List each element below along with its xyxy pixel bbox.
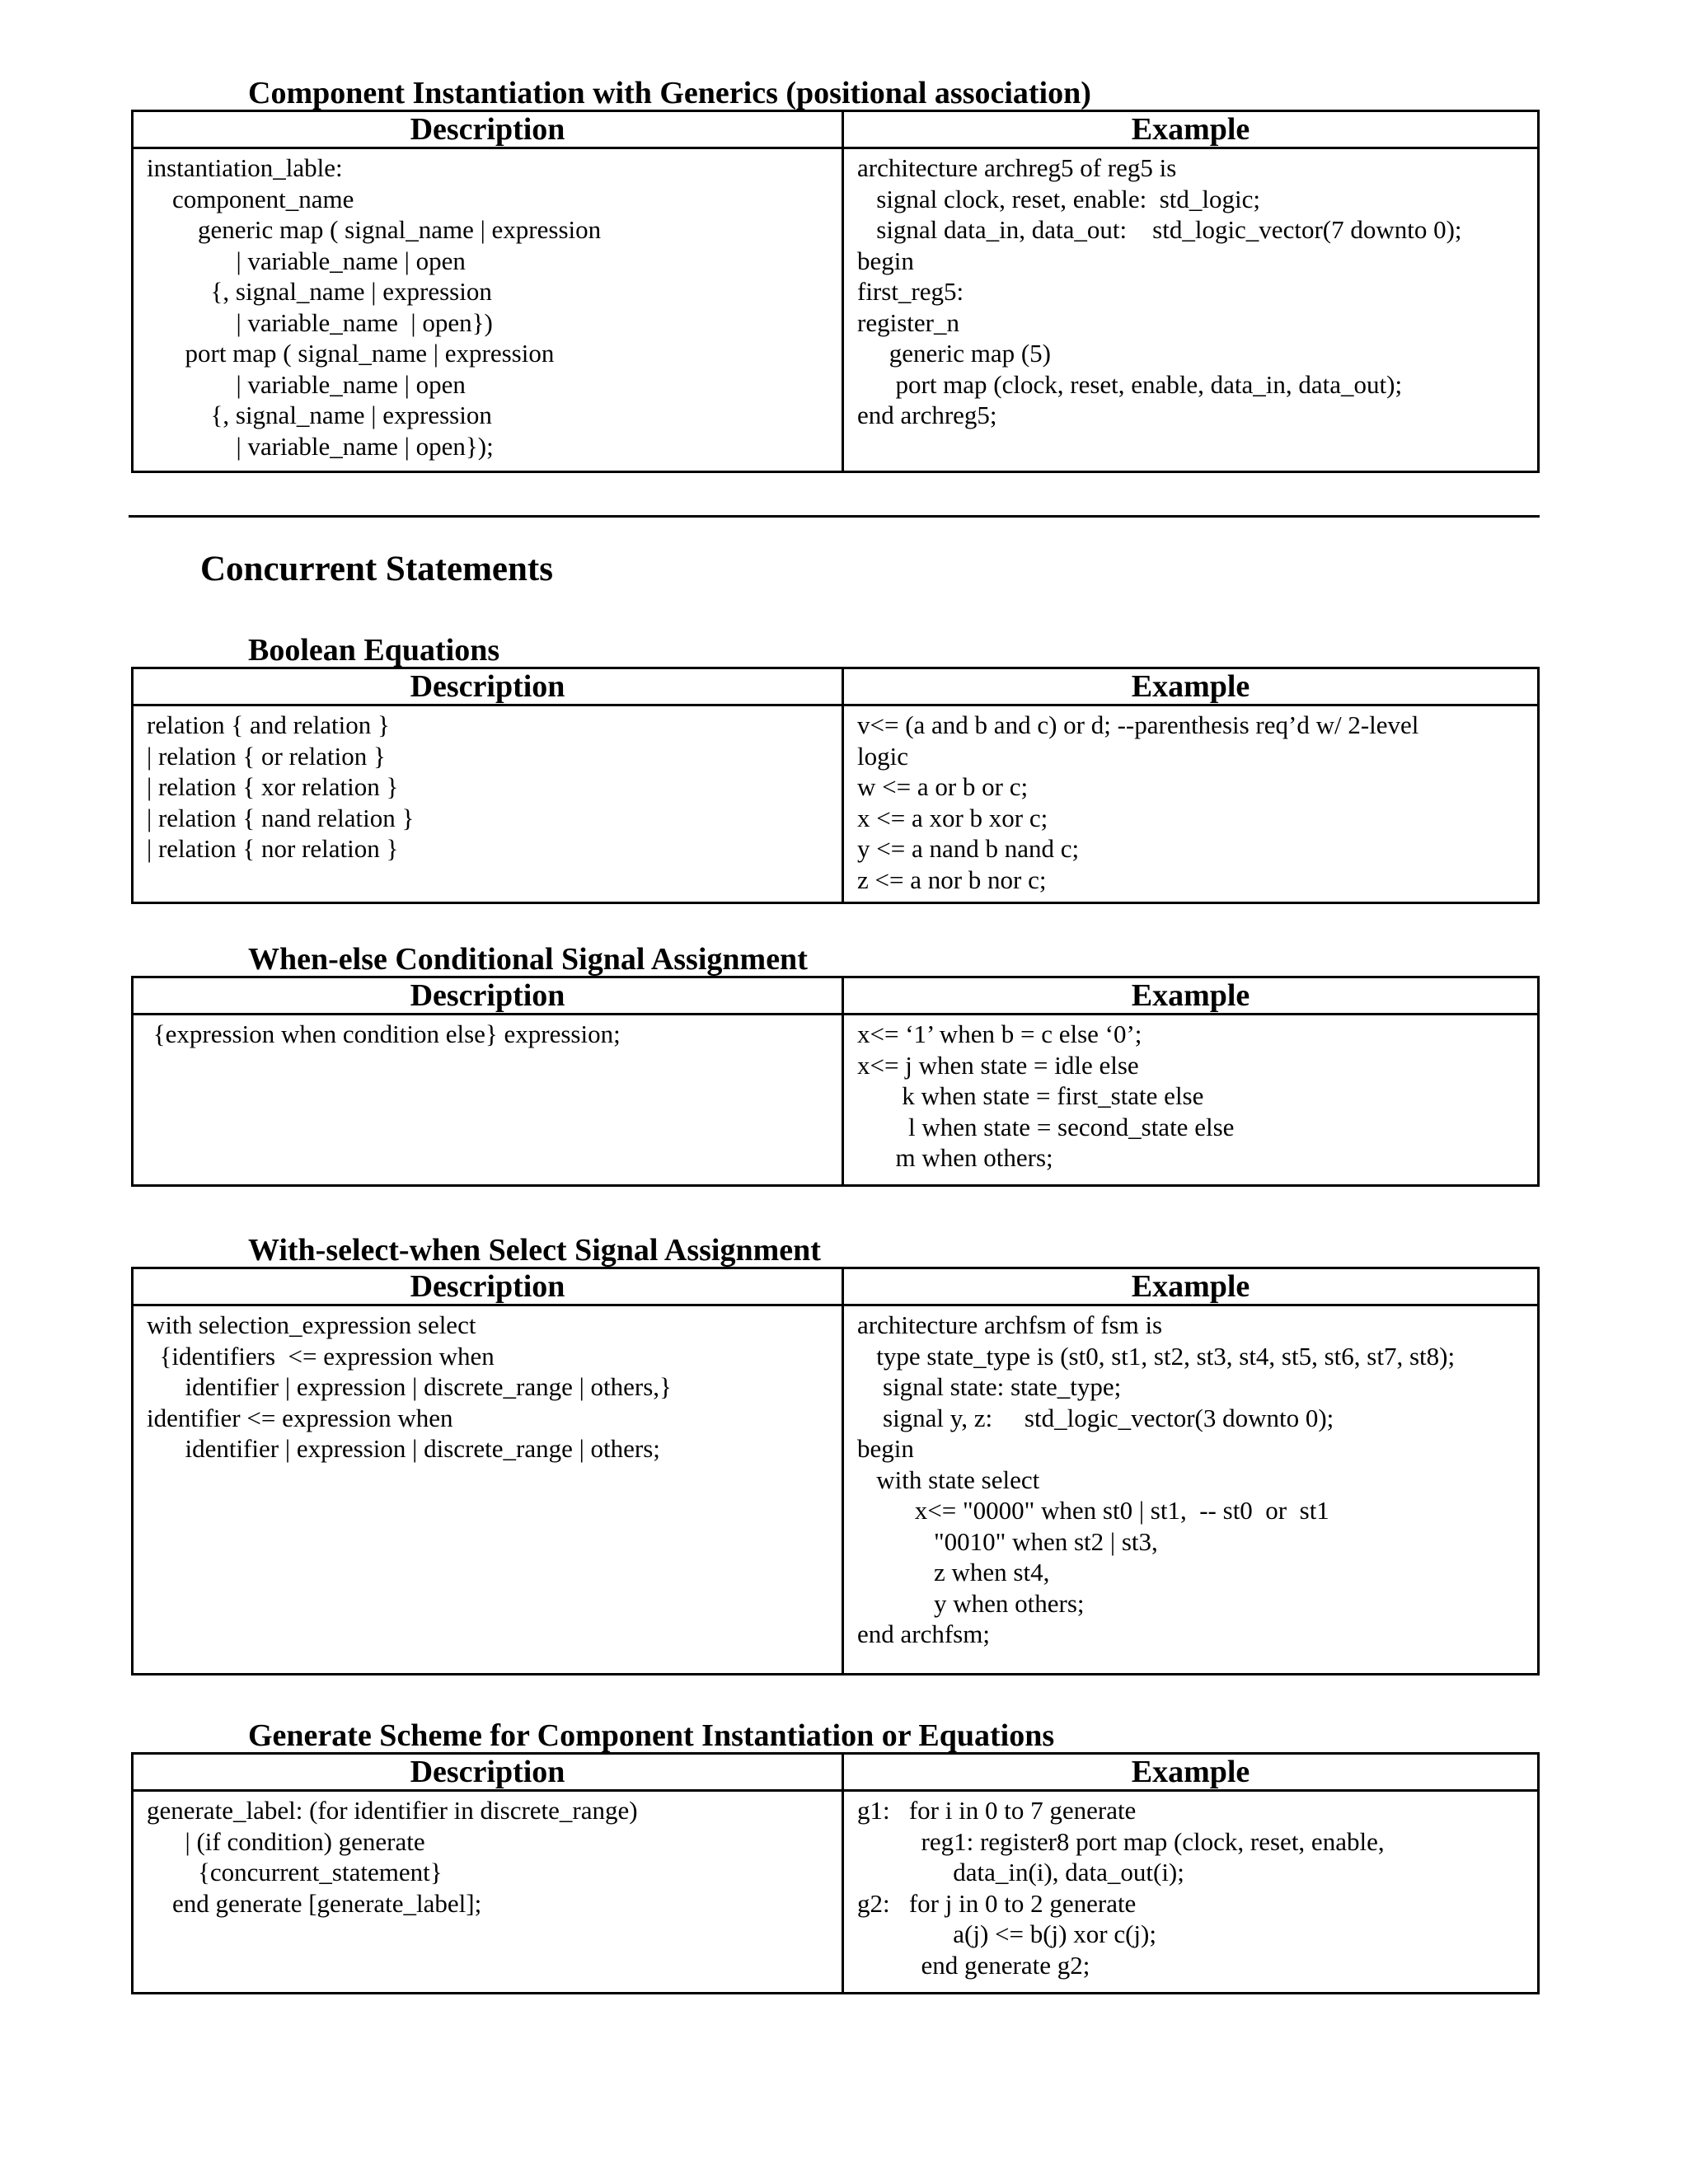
description-line: {, signal_name | expression	[147, 277, 492, 306]
description-line: | variable_name | open	[147, 246, 466, 275]
section-title: Component Instantiation with Generics (positional association)	[248, 76, 1091, 110]
description-line: | (if condition) generate	[147, 1826, 425, 1856]
example-cell	[843, 1015, 1539, 1186]
column-header-example: Example	[843, 668, 1539, 705]
section-divider	[129, 515, 1540, 518]
example-line: x<= j when state = idle else	[857, 1050, 1139, 1080]
description-cell	[133, 705, 843, 903]
description-line: {identifiers <= expression when	[147, 1341, 495, 1371]
example-line: m when others;	[857, 1143, 1053, 1172]
example-line: end generate g2;	[857, 1950, 1090, 1980]
description-cell	[133, 148, 843, 472]
example-line: signal y, z: std_logic_vector(3 downto 0);	[857, 1403, 1334, 1432]
example-line: x<= ‘1’ when b = c else ‘0’;	[857, 1019, 1142, 1048]
example-line: architecture archfsm of fsm is	[857, 1310, 1163, 1339]
description-line: identifier | expression | discrete_range | others;	[147, 1434, 660, 1463]
example-line: type state_type is (st0, st1, st2, st3, st4, st5, st6, st7, st8);	[857, 1341, 1456, 1371]
description-line: | variable_name | open});	[147, 431, 494, 461]
description-line: end generate [generate_label];	[147, 1888, 482, 1918]
description-line: | relation { or relation }	[147, 741, 386, 771]
example-line: "0010" when st2 | st3,	[857, 1526, 1158, 1556]
description-line: generate_label: (for identifier in discrete_range)	[147, 1796, 638, 1825]
description-cell	[133, 1791, 843, 1994]
description-line: instantiation_lable:	[147, 153, 343, 182]
column-header-description: Description	[133, 111, 843, 148]
syntax-table	[131, 667, 1540, 904]
description-line: | relation { nand relation }	[147, 803, 415, 832]
major-heading: Concurrent Statements	[200, 550, 553, 588]
example-line: k when state = first_state else	[857, 1081, 1204, 1110]
example-line: signal clock, reset, enable: std_logic;	[857, 184, 1260, 213]
example-line: begin	[857, 1434, 914, 1463]
column-header-description: Description	[133, 1268, 843, 1305]
example-line: l when state = second_state else	[857, 1112, 1235, 1141]
section-component-instantiation	[131, 76, 1537, 473]
description-line: port map ( signal_name | expression	[147, 339, 555, 368]
example-line: begin	[857, 246, 914, 275]
description-line: {concurrent_statement}	[147, 1858, 443, 1886]
example-line: register_n	[857, 307, 959, 337]
column-header-example: Example	[843, 1268, 1539, 1305]
syntax-table	[131, 976, 1540, 1187]
description-line: relation { and relation }	[147, 710, 390, 739]
description-line: identifier <= expression when	[147, 1403, 453, 1432]
description-line: component_name	[147, 184, 354, 213]
example-line: z when st4,	[857, 1558, 1050, 1586]
example-line: generic map (5)	[857, 339, 1051, 368]
section-title: Boolean Equations	[248, 633, 500, 668]
syntax-table	[131, 110, 1540, 473]
example-line: architecture archreg5 of reg5 is	[857, 153, 1177, 182]
example-line: a(j) <= b(j) xor c(j);	[857, 1919, 1156, 1948]
example-line: g1: for i in 0 to 7 generate	[857, 1796, 1137, 1825]
example-line: x<= "0000" when st0 | st1, -- st0 or st1	[857, 1496, 1329, 1525]
syntax-table	[131, 1752, 1540, 1994]
column-header-example: Example	[843, 1754, 1539, 1791]
example-line: first_reg5:	[857, 277, 964, 306]
example-line: port map (clock, reset, enable, data_in, data_out);	[857, 369, 1403, 399]
section-title: When-else Conditional Signal Assignment	[248, 942, 808, 977]
example-line: end archfsm;	[857, 1619, 990, 1648]
description-line: with selection_expression select	[147, 1310, 476, 1339]
column-header-example: Example	[843, 977, 1539, 1015]
column-header-description: Description	[133, 668, 843, 705]
example-line: with state select	[857, 1465, 1040, 1494]
example-line: logic	[857, 741, 908, 771]
description-line: identifier | expression | discrete_range | others,}	[147, 1372, 672, 1401]
syntax-table	[131, 1267, 1540, 1675]
example-line: reg1: register8 port map (clock, reset, enable,	[857, 1826, 1385, 1856]
section-title: With-select-when Select Signal Assignment	[248, 1233, 821, 1268]
section-title: Generate Scheme for Component Instantiation or Equations	[248, 1718, 1055, 1753]
description-line: | relation { xor relation }	[147, 772, 399, 801]
example-line: g2: for j in 0 to 2 generate	[857, 1888, 1137, 1918]
description-line: generic map ( signal_name | expression	[147, 215, 602, 244]
description-cell	[133, 1305, 843, 1675]
example-line: signal data_in, data_out: std_logic_vector(7 downto 0);	[857, 215, 1462, 244]
example-cell	[843, 705, 1539, 903]
section-when-else	[131, 942, 1537, 1197]
example-line: data_in(i), data_out(i);	[857, 1858, 1184, 1886]
column-header-example: Example	[843, 111, 1539, 148]
example-cell	[843, 148, 1539, 472]
example-cell	[843, 1305, 1539, 1675]
example-line: end archreg5;	[857, 401, 997, 429]
description-line: | variable_name | open})	[147, 307, 493, 337]
example-line: y <= a nand b nand c;	[857, 834, 1080, 863]
example-line: x <= a xor b xor c;	[857, 803, 1048, 832]
column-header-description: Description	[133, 1754, 843, 1791]
description-line: {, signal_name | expression	[147, 401, 492, 429]
section-generate-scheme	[131, 1718, 1537, 1999]
example-line: v<= (a and b and c) or d; --parenthesis req’d w/ 2-level	[857, 710, 1419, 739]
example-line: z <= a nor b nor c;	[857, 865, 1047, 894]
example-line: y when others;	[857, 1588, 1085, 1618]
example-line: signal state: state_type;	[857, 1372, 1122, 1401]
description-line: | variable_name | open	[147, 369, 466, 399]
description-line: | relation { nor relation }	[147, 834, 399, 863]
section-boolean-equations	[131, 633, 1537, 905]
description-cell	[133, 1015, 843, 1186]
description-line: {expression when condition else} expression;	[147, 1019, 621, 1048]
example-line: w <= a or b or c;	[857, 772, 1029, 801]
example-cell	[843, 1791, 1539, 1994]
section-with-select-when	[131, 1233, 1537, 1686]
column-header-description: Description	[133, 977, 843, 1015]
